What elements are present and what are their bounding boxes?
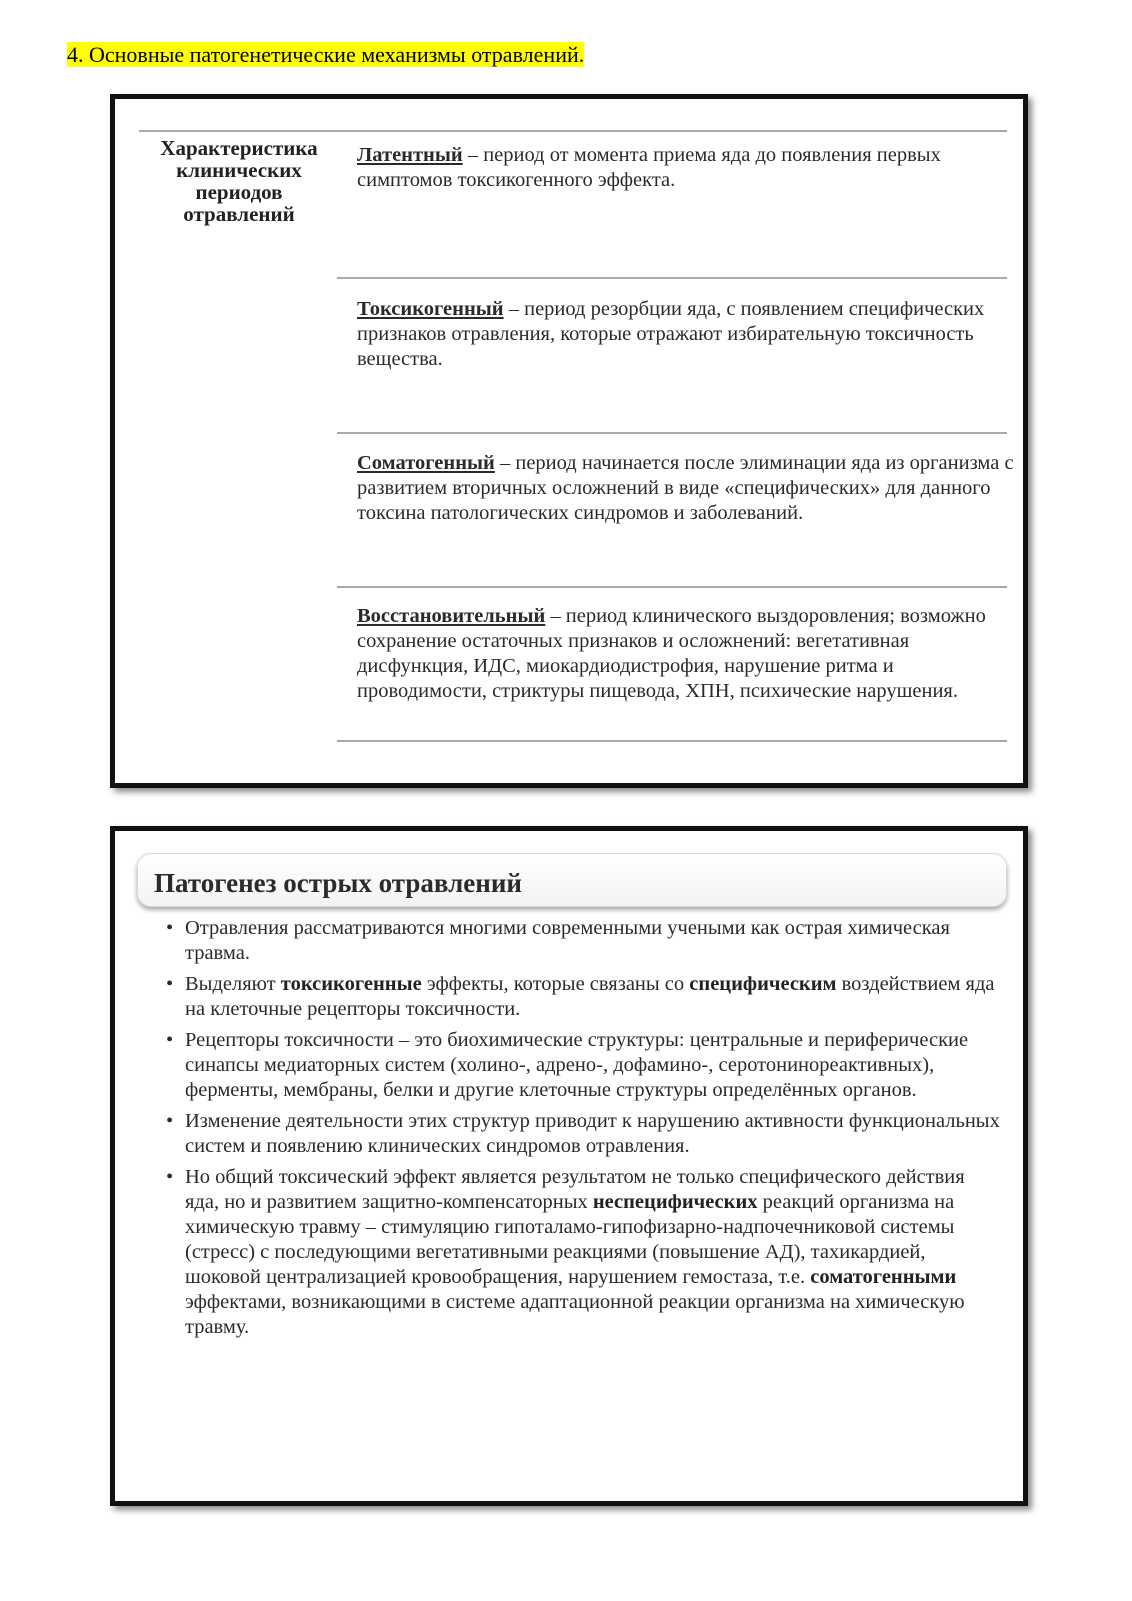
bullet-item <box>163 916 1003 966</box>
period-text: – период клинического выздоровления; возможно сохранение остаточных признаков и осложнений: вегетативная дисфункция, ИДС, миокардиодистрофия, нарушение ритма и проводимости, стриктуры пищевода, ХПН, психические нарушения. <box>357 605 986 702</box>
bullet-item <box>163 1109 1003 1159</box>
bullet-text: реакций организма на химическую травму – стимуляцию гипоталамо-гипофизарно-надпочечниковой системы (стресс) с последующими вегетативными реакциями (повышение АД), тахикардией, шоковой централизацией кровообращения, нарушением гемостаза, т.е. <box>185 1191 955 1288</box>
bullet-text: эффектами, возникающими в системе адаптационной реакции организма на химическую травму. <box>185 1291 965 1338</box>
bullet-item <box>163 1028 1003 1103</box>
slide-pathogenesis <box>110 826 1028 1506</box>
period-somatogenic <box>357 451 1017 526</box>
period-text: – период резорбции яда, с появлением специфических признаков отравления, которые отражают избирательную токсичность вещества. <box>357 298 985 370</box>
slide-title-bar <box>137 853 1007 907</box>
bullet-item <box>163 972 1003 1022</box>
slide-clinical-periods <box>110 94 1028 788</box>
bullet-text: Выделяют <box>185 973 281 995</box>
divider <box>337 432 1007 434</box>
period-term: Токсикогенный <box>357 298 504 320</box>
bullet-text: эффекты, которые связаны со <box>421 973 690 995</box>
bullet-item <box>163 1165 1003 1340</box>
period-term: Латентный <box>357 144 463 166</box>
period-toxicogenic <box>357 297 1017 372</box>
bullet-text: Рецепторы токсичности – это биохимические структуры: центральные и периферические синапсы медиаторных систем (холино-, адрено-, дофамино-, серотонинореактивных), ферменты, мембраны, белки и другие клеточные структуры определённых органов. <box>185 1029 969 1101</box>
bullet-bold: неспецифических <box>592 1191 758 1213</box>
bullet-list <box>163 916 1003 1346</box>
bullet-bold: токсикогенные <box>280 973 422 995</box>
period-text: – период от момента приема яда до появления первых симптомов токсикогенного эффекта. <box>357 144 941 191</box>
bullet-bold: соматогенными <box>810 1266 957 1288</box>
bullet-text: воздействием яда на клеточные рецепторы токсичности. <box>185 973 995 1020</box>
period-text: – период начинается после элиминации яда из организма с развитием вторичных осложнений в виде «специфических» для данного токсина патологических синдромов и заболеваний. <box>357 452 1014 524</box>
divider <box>337 740 1007 742</box>
bullet-text: Отравления рассматриваются многими современными учеными как острая химическая травма. <box>185 917 950 964</box>
bullet-bold: специфическим <box>689 973 837 995</box>
period-term: Восстановительный <box>357 605 546 627</box>
divider <box>337 277 1007 279</box>
bullet-text: Изменение деятельности этих структур приводит к нарушению активности функциональных систем и появлению клинических синдромов отравления. <box>185 1110 1000 1157</box>
page-heading <box>67 42 584 68</box>
slide-title: Патогенез острых отравлений <box>154 868 522 898</box>
period-term: Соматогенный <box>357 452 495 474</box>
divider <box>337 586 1007 588</box>
period-latent <box>357 143 1017 193</box>
periods-title: Характеристика клинических периодов отравлений <box>160 136 318 226</box>
heading-text: 4. Основные патогенетические механизмы отравлений. <box>67 42 585 67</box>
bullet-text: Но общий токсический эффект является результатом не только специфического действия яда, но и развитием защитно-компенсаторных <box>185 1166 965 1213</box>
period-recovery <box>357 604 1017 704</box>
top-divider <box>139 130 1007 132</box>
